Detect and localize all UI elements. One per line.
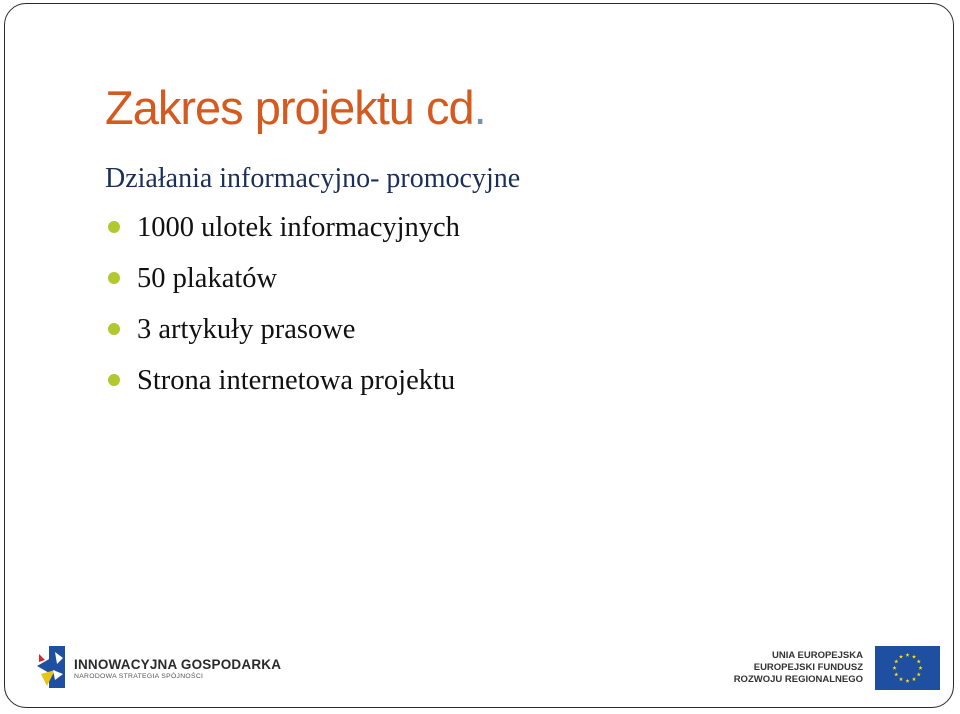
bullet-item	[108, 210, 460, 261]
ig-logo-name: INNOWACYJNA GOSPODARKA	[74, 657, 282, 672]
eu-fund-logo	[733, 644, 940, 692]
bullet-text: 50 plakatów	[137, 263, 278, 294]
eu-line-2: EUROPEJSKI FUNDUSZ	[753, 662, 863, 673]
eu-line-3: ROZWOJU REGIONALNEGO	[733, 674, 863, 685]
bullet-text: Strona internetowa projektu	[137, 365, 456, 396]
bullet-dot-icon	[108, 374, 120, 386]
eu-flag-icon	[875, 646, 940, 690]
bullet-dot-icon	[108, 323, 120, 335]
eu-line-1: UNIA EUROPEJSKA	[772, 650, 863, 661]
bullet-dot-icon	[108, 272, 120, 284]
slide-title-dot: .	[473, 81, 486, 134]
ig-logo-icon	[35, 644, 69, 690]
eu-fund-text	[734, 650, 863, 686]
ig-logo-subtitle: NARODOWA STRATEGIA SPÓJNOŚCI	[74, 673, 204, 680]
bullet-item	[108, 363, 460, 414]
bullet-text: 3 artykuły prasowe	[137, 314, 356, 345]
slide-subtitle: Działania informacyjno- promocyjne	[105, 163, 521, 194]
slide-title-main: Zakres projektu cd	[105, 81, 474, 134]
slide	[4, 3, 954, 708]
bullet-list	[108, 210, 460, 414]
slide-title	[105, 80, 486, 136]
bullet-text: 1000 ulotek informacyjnych	[137, 212, 460, 243]
bullet-item	[108, 261, 460, 312]
bullet-item	[108, 312, 460, 363]
innowacyjna-gospodarka-logo	[35, 644, 282, 690]
bullet-dot-icon	[108, 221, 120, 233]
